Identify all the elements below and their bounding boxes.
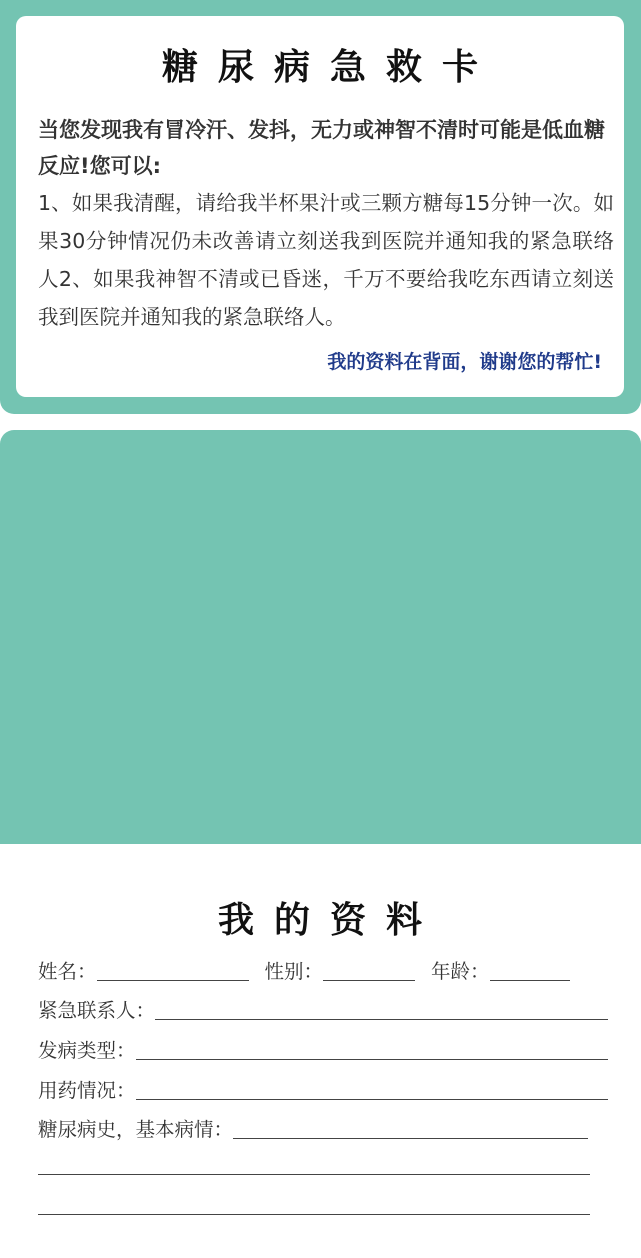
top-panel bbox=[0, 0, 641, 414]
medication-label: 用药情况： bbox=[38, 1079, 136, 1102]
emergency-contact-row bbox=[38, 995, 608, 1023]
gender-label: 性别： bbox=[264, 960, 324, 983]
emergency-card bbox=[16, 16, 624, 397]
emergency-contact-blank[interactable] bbox=[155, 1001, 608, 1020]
gender-blank[interactable] bbox=[323, 962, 415, 981]
bottom-panel bbox=[0, 430, 641, 1141]
warning-text: 当您发现我有冒冷汗、发抖，无力或神智不清时可能是低血糖反应!您可以: bbox=[38, 118, 605, 178]
history-row bbox=[38, 1114, 588, 1142]
name-blank[interactable] bbox=[97, 962, 249, 981]
name-label: 姓名： bbox=[38, 960, 97, 983]
extra-blank-line-1[interactable] bbox=[38, 1174, 590, 1175]
emergency-contact-label: 紧急联系人： bbox=[38, 999, 156, 1022]
age-label: 年龄： bbox=[431, 960, 490, 983]
history-blank[interactable] bbox=[233, 1120, 588, 1139]
extra-blank-line-2[interactable] bbox=[38, 1214, 590, 1215]
name-gender-age-row bbox=[38, 956, 608, 984]
thanks-note: 我的资料在背面，谢谢您的帮忙! bbox=[327, 351, 602, 373]
info-card bbox=[16, 874, 624, 1258]
medication-row bbox=[38, 1075, 608, 1103]
disease-type-label: 发病类型： bbox=[38, 1039, 136, 1062]
history-label: 糖尿病史，基本病情： bbox=[38, 1118, 234, 1141]
disease-type-row bbox=[38, 1035, 608, 1063]
medication-blank[interactable] bbox=[136, 1081, 608, 1100]
disease-type-blank[interactable] bbox=[136, 1041, 608, 1060]
instructions-text: 1、如果我清醒，请给我半杯果汁或三颗方糖每15分钟一次。如果30分钟情况仍未改善请立刻送我到医院并通知我的紧急联络人2、如果我神智不清或已昏迷，千万不要给我吃东西请立刻送我到医院并通知我的紧急联络人。 bbox=[38, 191, 614, 329]
age-blank[interactable] bbox=[490, 962, 570, 981]
emergency-card-title: 糖尿病急救卡 bbox=[161, 47, 498, 88]
info-card-title: 我的资料 bbox=[217, 900, 442, 941]
